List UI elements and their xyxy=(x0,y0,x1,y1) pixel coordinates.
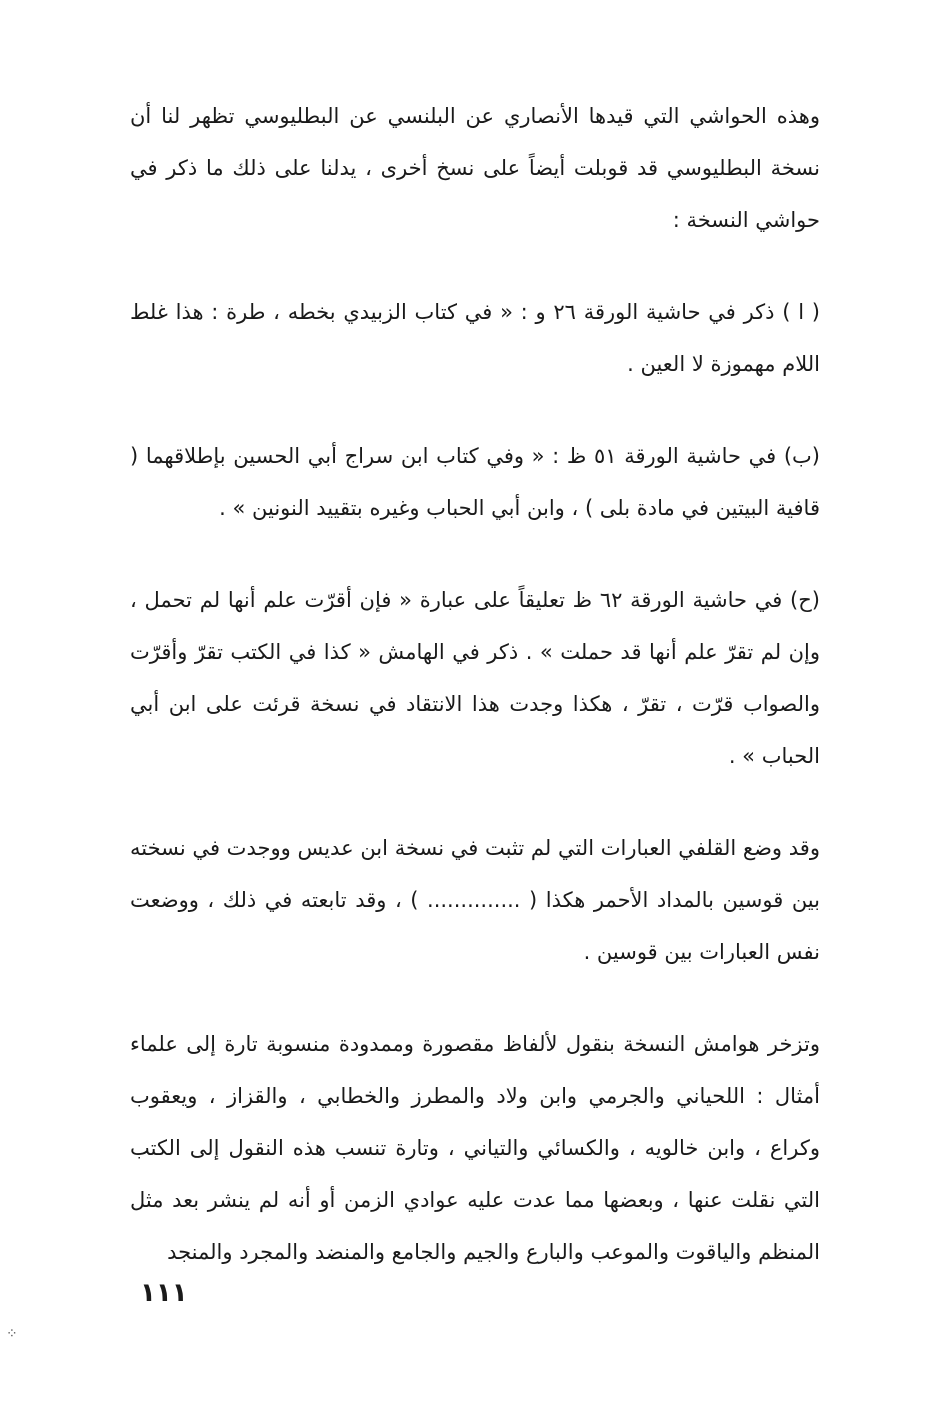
page-number: ١١١ xyxy=(140,1278,188,1308)
paragraph-note-ba: (ب) في حاشية الورقة ٥١ ظ : « وفي كتاب ابن سراج أبي الحسين بإطلاقهما ( قافية البيتين في مادة بلى ) ، وابن أبي الحباب وغيره بتقييد النونين » . xyxy=(130,444,820,520)
paragraph-note-alif: ( ا ) ذكر في حاشية الورقة ٢٦ و : « في كتاب الزبيدي بخطه ، طرة : هذا غلط اللام مهموزة لا العين . xyxy=(130,300,820,376)
scan-speck-decoration: ⁘ xyxy=(6,1326,18,1342)
body-text xyxy=(130,90,820,1278)
paragraph-note-ha: (ح) في حاشية الورقة ٦٢ ظ تعليقاً على عبارة « فإن أقرّت علم أنها لم تحمل ، وإن لم تقرّ علم أنها قد حملت » . ذكر في الهامش « كذا في الكتب تقرّ وأقرّت والصواب قرّت ، تقرّ ، هكذا وجدت هذا الانتقاد في نسخة قرئت على ابن أبي الحباب » . xyxy=(130,588,820,768)
paragraph-qalfi: وقد وضع القلفي العبارات التي لم تثبت في نسخة ابن عديس ووجدت في نسخته بين قوسين بالمداد الأحمر هكذا ( .............. ) ، وقد تابعته في ذلك ، ووضعت نفس العبارات بين قوسين . xyxy=(130,836,820,964)
paragraph-hawamish: وتزخر هوامش النسخة بنقول لألفاظ مقصورة وممدودة منسوبة تارة إلى علماء أمثال : اللحياني والجرمي وابن ولاد والمطرز والخطابي ، والقزاز ، ويعقوب وكراع ، وابن خالويه ، والكسائي والتياني ، وتارة تنسب هذه النقول إلى الكتب التي نقلت عنها ، وبعضها مما عدت عليه عوادي الزمن أو أنه لم ينشر بعد مثل المنظم والياقوت والموعب والبارع والجيم والجامع والمنضد والمجرد والمنجد xyxy=(130,1032,820,1264)
paragraph-intro: وهذه الحواشي التي قيدها الأنصاري عن البلنسي عن البطليوسي تظهر لنا أن نسخة البطليوسي قد قوبلت أيضاً على نسخ أخرى ، يدلنا على ذلك ما ذكر في حواشي النسخة : xyxy=(130,104,820,232)
